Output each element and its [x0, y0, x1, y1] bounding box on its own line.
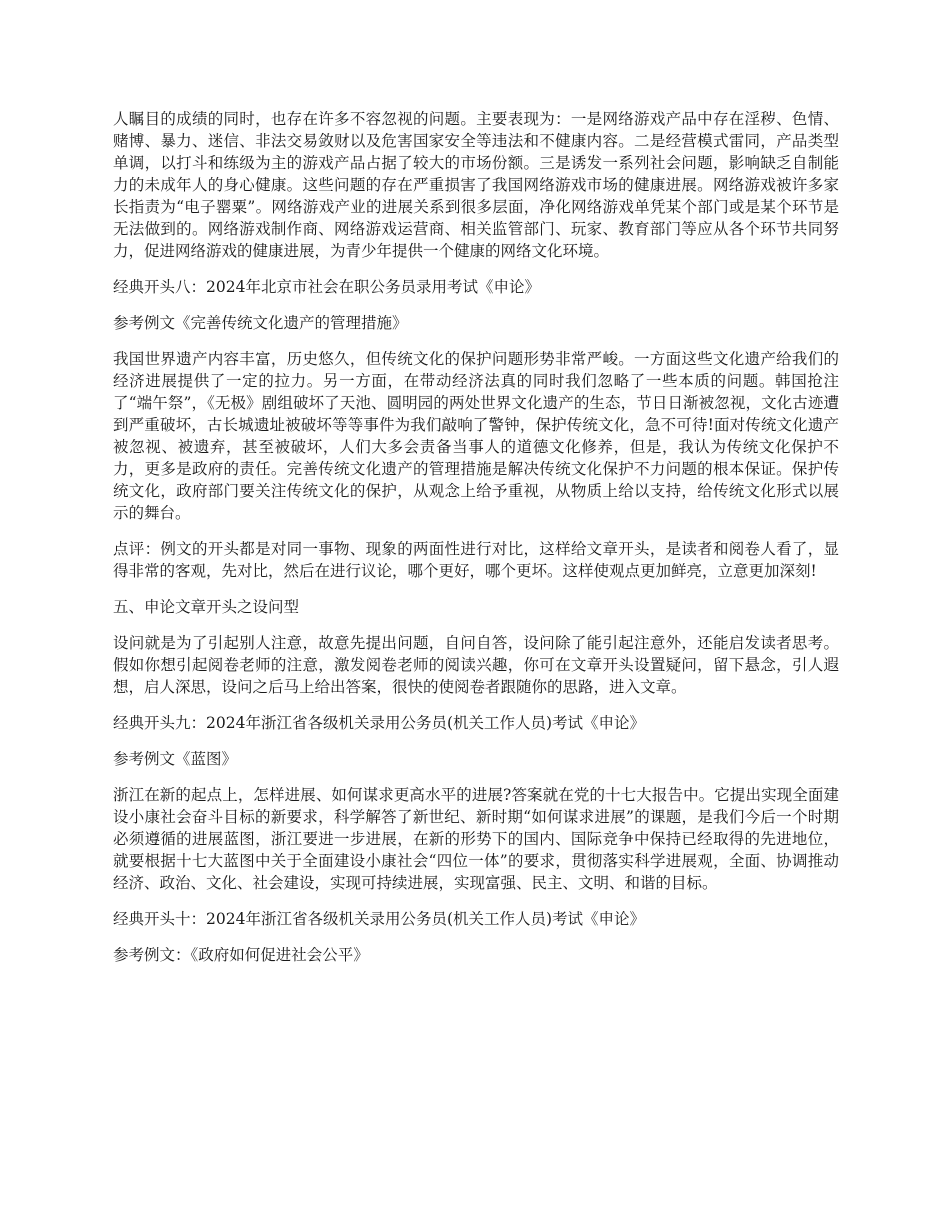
paragraph-zhejiang-blueprint: 浙江在新的起点上，怎样进展、如何谋求更高水平的进展?答案就在党的十七大报告中。它提出实现全面建设小康社会奋斗目标的新要求，科学解答了新世纪、新时期“如何谋求进展”的课题，是我们今后一个时期必须遵循的进展蓝图，浙江要进一步进展，在新的形势下的国内、国际竞争中保持已经取得的先进地位，就要根据十七大蓝图中关于全面建设小康社会“四位一体”的要求，贯彻落实科学进展观，全面、协调推动经济、政治、文化、社会建设，实现可持续进展，实现富强、民主、文明、和谐的目标。: [113, 786, 839, 892]
document-body: [113, 108, 839, 980]
heading-reference-essay-fairness: 参考例文：《政府如何促进社会公平》: [113, 946, 369, 964]
heading-reference-essay-blueprint: 参考例文《蓝图》: [113, 750, 238, 768]
heading-classic-opening-8: 经典开头八：2024年北京市社会在职公务员录用考试《申论》: [113, 278, 540, 296]
paragraph-rhetorical-question: 设问就是为了引起别人注意，故意先提出问题，自问自答，设问除了能引起注意外，还能启发读者思考。假如你想引起阅卷老师的注意，激发阅卷老师的阅读兴趣，你可在文章开头设置疑问，留下悬念，引人遐想，启人深思，设问之后马上给出答案，很快的使阅卷者跟随你的思路，进入文章。: [113, 634, 839, 696]
heading-reference-essay-heritage: 参考例文《完善传统文化遗产的管理措施》: [113, 314, 408, 332]
heading-section-five: 五、申论文章开头之设问型: [113, 598, 300, 616]
paragraph-heritage-protection: 我国世界遗产内容丰富，历史悠久，但传统文化的保护问题形势非常严峻。一方面这些文化遗产给我们的经济进展提供了一定的拉力。另一方面，在带动经济法真的同时我们忽略了一些本质的问题。韩国抢注了“端午祭”，《无极》剧组破坏了天池、圆明园的两处世界文化遗产的生态，节日日渐被忽视，文化古迹遭到严重破坏，古长城遗址被破坏等等事件为我们敲响了警钟，保护传统文化，急不可待!面对传统文化遗产被忽视、被遗弃，甚至被破坏，人们大多会责备当事人的道德文化修养，但是，我认为传统文化保护不力，更多是政府的责任。完善传统文化遗产的管理措施是解决传统文化保护不力问题的根本保证。保护传统文化，政府部门要关注传统文化的保护，从观念上给予重视，从物质上给以支持，给传统文化形式以展示的舞台。: [113, 350, 839, 522]
heading-classic-opening-9: 经典开头九：2024年浙江省各级机关录用公务员(机关工作人员)考试《申论》: [113, 714, 646, 732]
paragraph-comment: 点评：例文的开头都是对同一事物、现象的两面性进行对比，这样给文章开头，是读者和阅卷人看了，显得非常的客观，先对比，然后在进行议论，哪个更好，哪个更坏。这样使观点更加鲜亮，立意更加深刻!: [113, 540, 839, 580]
paragraph-online-games-problems: 人瞩目的成绩的同时，也存在许多不容忽视的问题。主要表现为：一是网络游戏产品中存在淫秽、色情、赌博、暴力、迷信、非法交易敛财以及危害国家安全等违法和不健康内容。二是经营模式雷同，产品类型单调，以打斗和练级为主的游戏产品占据了较大的市场份额。三是诱发一系列社会问题，影响缺乏自制能力的未成年人的身心健康。这些问题的存在严重损害了我国网络游戏市场的健康进展。网络游戏被许多家长指责为“电子罂粟”。网络游戏产业的进展关系到很多层面，净化网络游戏单凭某个部门或是某个环节是无法做到的。网络游戏制作商、网络游戏运营商、相关监管部门、玩家、教育部门等应从各个环节共同努力，促进网络游戏的健康进展，为青少年提供一个健康的网络文化环境。: [113, 110, 839, 260]
heading-classic-opening-10: 经典开头十：2024年浙江省各级机关录用公务员(机关工作人员)考试《申论》: [113, 910, 646, 928]
